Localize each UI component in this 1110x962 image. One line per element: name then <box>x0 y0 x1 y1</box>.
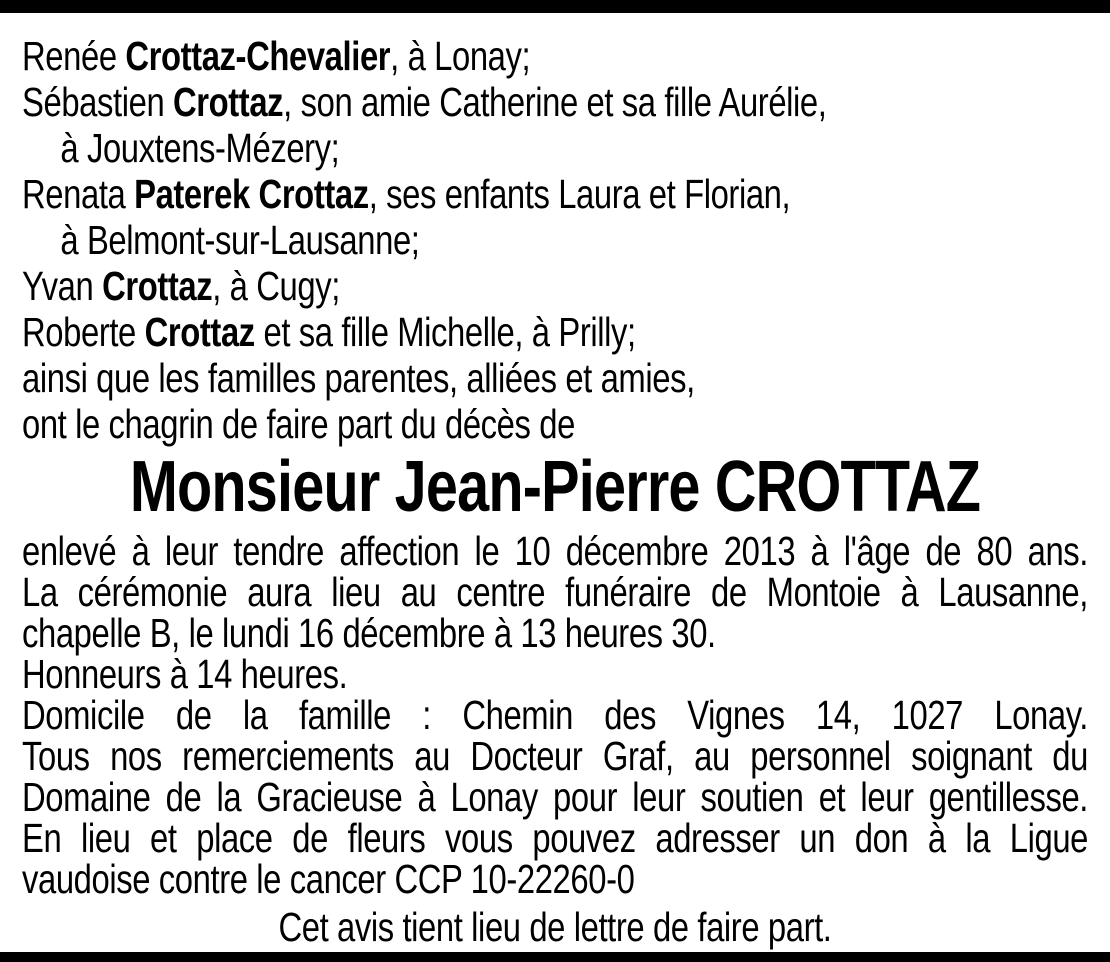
family-line <box>22 79 1088 125</box>
body-line: Tous nos remerciements au Docteur Graf, au personnel soignant du <box>22 733 1088 779</box>
family-name-bold: Paterek Crottaz <box>134 171 369 217</box>
family-line <box>22 171 1088 217</box>
family-line-text: , à Lonay; <box>390 33 531 79</box>
family-line-text: Yvan <box>22 263 103 309</box>
family-line <box>22 309 1088 355</box>
family-line-text: à Jouxtens-Mézery; <box>60 125 340 171</box>
family-line-text: Roberte <box>22 309 145 355</box>
family-line-text: , son amie Catherine et sa fille Aurélie, <box>283 79 827 125</box>
family-line-text: Renata <box>22 171 135 217</box>
body-line: Domicile de la famille : Chemin des Vignes 14, 1027 Lonay. <box>22 692 1088 738</box>
family-line-text: , ses enfants Laura et Florian, <box>368 171 791 217</box>
family-name-bold: Crottaz <box>102 263 213 309</box>
family-line-continuation <box>22 217 1088 263</box>
body-line: chapelle B, le lundi 16 décembre à 13 heures 30. <box>22 610 716 656</box>
intro-line <box>22 401 1088 447</box>
body-line: Domaine de la Gracieuse à Lonay pour leur soutien et leur gentillesse. <box>22 774 1088 820</box>
body-line: La cérémonie aura lieu au centre funéraire de Montoie à Lausanne, <box>22 569 1088 615</box>
family-line-text: et sa fille Michelle, à Prilly; <box>254 309 636 355</box>
family-line <box>22 263 1088 309</box>
family-line <box>22 33 1088 79</box>
family-line-text: ainsi que les familles parentes, alliées et amies, <box>22 355 695 401</box>
body-line: En lieu et place de fleurs vous pouvez adresser un don à la Ligue <box>22 815 1088 861</box>
family-line-text: Renée <box>22 33 126 79</box>
family-line <box>22 355 1088 401</box>
deceased-name-title: Monsieur Jean-Pierre CROTTAZ <box>129 447 981 527</box>
body-line: enlevé à leur tendre affection le 10 décembre 2013 à l'âge de 80 ans. <box>22 528 1088 574</box>
family-line-text: à Belmont-sur-Lausanne; <box>60 217 420 263</box>
closing-statement: Cet avis tient lieu de lettre de faire part. <box>278 904 832 950</box>
body-line: Honneurs à 14 heures. <box>22 651 348 697</box>
family-line-text: Sébastien <box>22 79 173 125</box>
body-line: vaudoise contre le cancer CCP 10-22260-0 <box>22 856 635 902</box>
family-name-bold: Crottaz <box>144 309 255 355</box>
family-line-text: , à Cugy; <box>212 263 340 309</box>
top-border-bar <box>0 0 1110 13</box>
family-name-bold: Crottaz-Chevalier <box>125 33 391 79</box>
family-name-bold: Crottaz <box>173 79 284 125</box>
notice-content <box>22 13 1088 948</box>
bottom-border-bar <box>0 952 1110 962</box>
family-line-continuation <box>22 125 1088 171</box>
intro-line-text: ont le chagrin de faire part du décès de <box>22 401 575 447</box>
notice-text-column <box>22 13 1088 948</box>
